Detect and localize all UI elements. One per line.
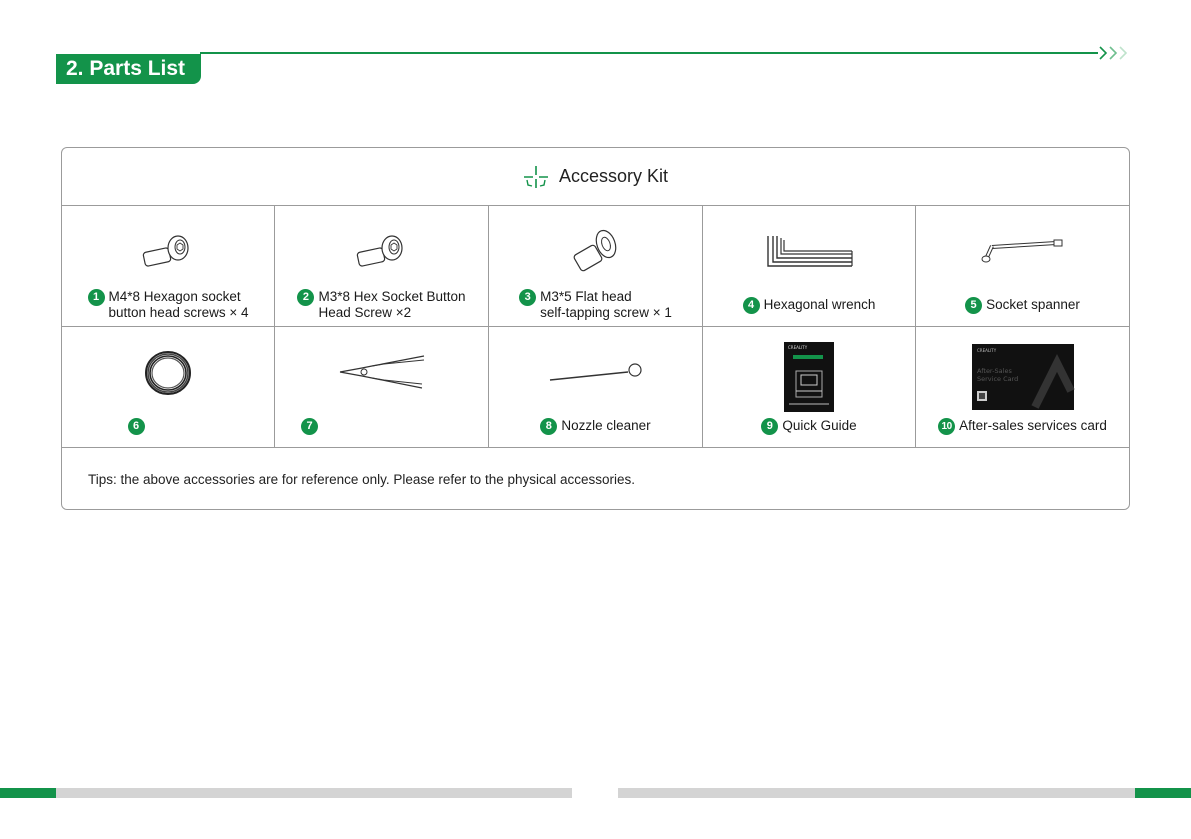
part-caption — [489, 418, 702, 435]
part-label-line: Hexagonal wrench — [763, 297, 876, 312]
filament-coil-icon — [62, 337, 274, 409]
parts-grid — [62, 206, 1129, 448]
nozzle-cleaner-icon — [489, 337, 702, 409]
kit-header — [62, 148, 1129, 206]
footer-accent-left — [0, 788, 56, 798]
part-caption — [916, 297, 1129, 314]
part-cell-3 — [489, 206, 703, 327]
part-cell-10 — [916, 327, 1129, 448]
footer-accent-right — [1135, 788, 1191, 798]
part-label-line: Quick Guide — [782, 418, 857, 433]
part-number-badge: 3 — [519, 289, 536, 306]
chevron-arrows-icon — [1098, 44, 1132, 62]
part-caption — [703, 297, 915, 314]
svg-text:CREALITY: CREALITY — [788, 345, 808, 350]
part-label-line: M3*5 Flat head — [540, 289, 632, 304]
part-caption — [489, 289, 702, 321]
part-label-line: Nozzle cleaner — [561, 418, 651, 433]
part-number-badge: 9 — [761, 418, 778, 435]
quick-guide-booklet-icon — [703, 341, 915, 413]
part-cell-5 — [916, 206, 1129, 327]
screw-icon — [275, 216, 488, 288]
part-label-line: M4*8 Hexagon socket — [108, 289, 241, 304]
socket-spanner-icon — [916, 216, 1129, 288]
svg-text:CREALITY: CREALITY — [976, 348, 996, 353]
part-number-badge: 5 — [965, 297, 982, 314]
tips-text: Tips: the above accessories are for reference only. Please refer to the physical accessories. — [88, 471, 636, 487]
crosshair-icon — [523, 165, 549, 189]
part-label-line: After-sales services card — [959, 418, 1107, 433]
section-title: 2. Parts List — [56, 54, 201, 84]
part-cell-8 — [489, 327, 703, 448]
after-sales-card-icon — [916, 341, 1129, 413]
part-cell-7 — [275, 327, 489, 448]
screw-icon — [62, 216, 274, 288]
part-number-badge: 8 — [540, 418, 557, 435]
part-label-line: button head screws × 4 — [108, 305, 249, 320]
part-caption — [275, 418, 488, 435]
part-number-badge: 6 — [128, 418, 145, 435]
part-caption — [916, 418, 1129, 435]
part-cell-6 — [62, 327, 275, 448]
part-caption — [275, 289, 488, 321]
part-number-badge: 2 — [297, 289, 314, 306]
part-label-line: Head Screw ×2 — [318, 305, 412, 320]
part-number-badge: 1 — [88, 289, 105, 306]
svg-text:Service Card: Service Card — [976, 375, 1018, 383]
part-number-badge: 4 — [743, 297, 760, 314]
footer-bar-left — [56, 788, 572, 798]
part-number-badge: 10 — [938, 418, 955, 435]
part-cell-9 — [703, 327, 916, 448]
part-cell-2 — [275, 206, 489, 327]
part-label-line: M3*8 Hex Socket Button — [318, 289, 466, 304]
hex-wrench-icon — [703, 216, 915, 288]
part-label-line: self-tapping screw × 1 — [540, 305, 672, 320]
svg-text:After-Sales: After-Sales — [976, 367, 1012, 375]
part-cell-4 — [703, 206, 916, 327]
flat-screw-icon — [489, 216, 702, 288]
part-number-badge: 7 — [301, 418, 318, 435]
part-caption — [62, 418, 274, 435]
kit-title: Accessory Kit — [558, 166, 669, 186]
footer-bar-right — [618, 788, 1135, 798]
part-caption — [703, 418, 915, 435]
part-cell-1 — [62, 206, 275, 327]
pliers-icon — [275, 337, 488, 409]
accessory-kit-table — [61, 147, 1130, 510]
part-caption — [62, 289, 274, 321]
part-label-line: Socket spanner — [986, 297, 1080, 312]
header-rule — [200, 52, 1098, 54]
